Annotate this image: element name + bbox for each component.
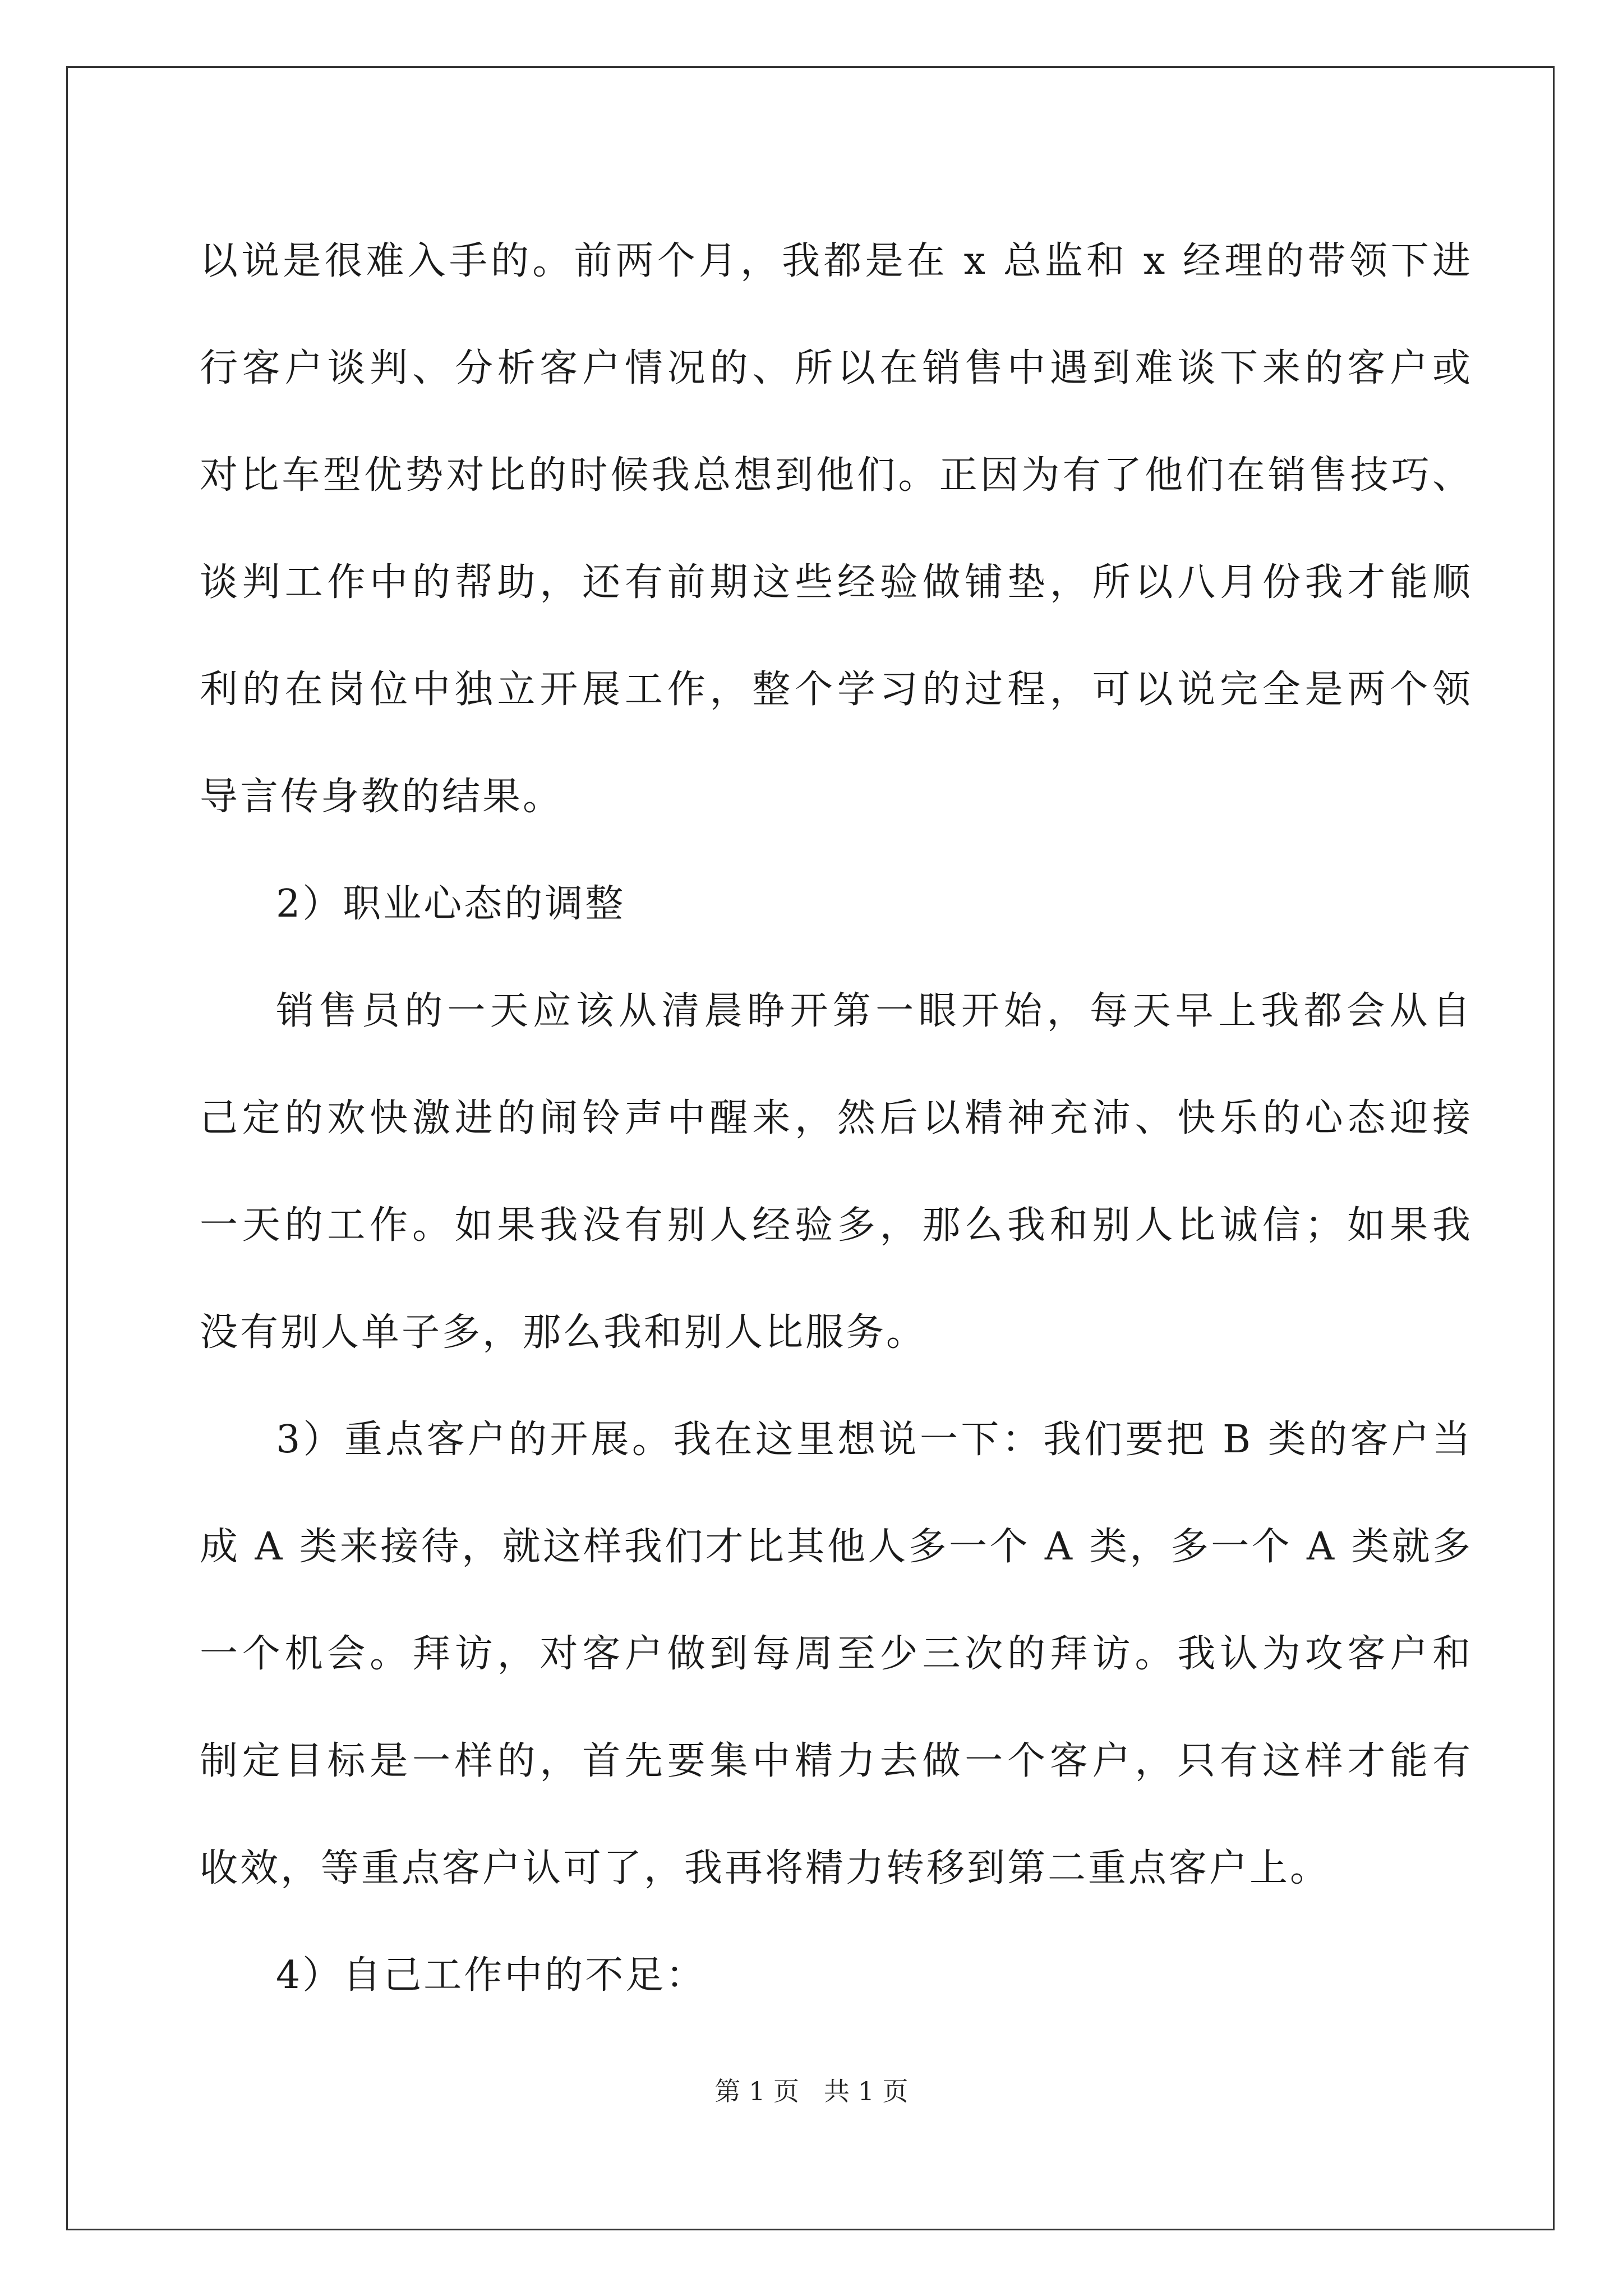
page-total: 共 1 页	[824, 2076, 909, 2106]
section-heading: 2）职业心态的调整	[276, 882, 626, 926]
text-line: 一天的工作。如果我没有别人经验多，那么我和别人比诚信；如果我	[200, 1203, 1473, 1248]
text-line: 对比车型优势对比的时候我总想到他们。正因为有了他们在销售技巧、	[200, 453, 1473, 498]
text-line: 以说是很难入手的。前两个月，我都是在 x 总监和 x 经理的带领下进	[200, 239, 1473, 283]
text-line: 收效，等重点客户认可了，我再将精力转移到第二重点客户上。	[200, 1846, 1331, 1890]
text-line: 制定目标是一样的，首先要集中精力去做一个客户，只有这样才能有	[200, 1739, 1473, 1783]
document-body	[200, 208, 1473, 2029]
text-line: 利的在岗位中独立开展工作，整个学习的过程，可以说完全是两个领	[200, 668, 1473, 712]
text-line: 导言传身教的结果。	[200, 775, 564, 819]
page-footer	[0, 2071, 1623, 2108]
section-heading: 3）重点客户的开展。我在这里想说一下：我们要把 B 类的客户当	[276, 1418, 1473, 1462]
text-line: 一个机会。拜访，对客户做到每周至少三次的拜访。我认为攻客户和	[200, 1632, 1473, 1676]
text-line: 成 A 类来接待，就这样我们才比其他人多一个 A 类，多一个 A 类就多	[200, 1525, 1473, 1569]
page-number: 第 1 页	[714, 2076, 799, 2106]
section-heading: 4）自己工作中的不足：	[276, 1953, 707, 1998]
text-line: 行客户谈判、分析客户情况的、所以在销售中遇到难谈下来的客户或	[200, 346, 1473, 390]
text-line: 销售员的一天应该从清晨睁开第一眼开始，每天早上我都会从自	[276, 989, 1473, 1033]
text-line: 没有别人单子多，那么我和别人比服务。	[200, 1310, 927, 1355]
text-line: 己定的欢快激进的闹铃声中醒来，然后以精神充沛、快乐的心态迎接	[200, 1096, 1473, 1140]
text-line: 谈判工作中的帮助，还有前期这些经验做铺垫，所以八月份我才能顺	[200, 560, 1473, 605]
